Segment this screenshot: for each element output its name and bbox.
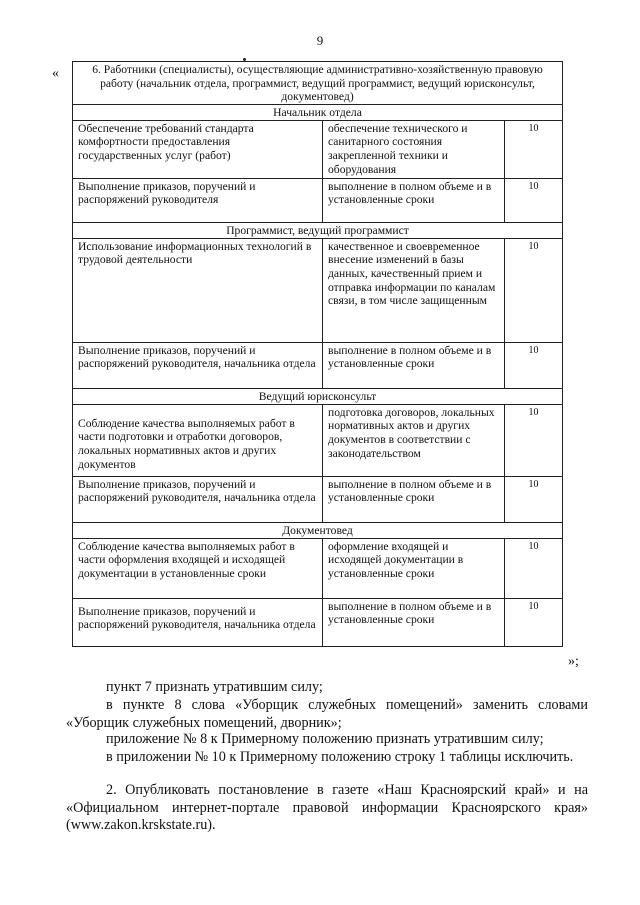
section-title: Документовед [73,522,563,538]
score-cell: 10 [505,476,563,522]
criterion-cell: Выполнение приказов, поручений и распоряжений руководителя, начальника отдела [73,476,323,522]
criterion-cell: Выполнение приказов, поручений и распоряжений руководителя [73,178,323,222]
condition-cell: выполнение в полном объеме и в установленные сроки [323,342,505,388]
score-cell: 10 [505,404,563,476]
table-header-row [73,62,563,105]
table-row [73,238,563,342]
condition-cell: качественное и своевременное внесение изменений в базы данных, качественный прием и отправка информации по каналам связи, в том числе защищенным [323,238,505,342]
section-title: Начальник отдела [73,104,563,120]
condition-cell: выполнение в полном объеме и в установленные сроки [323,598,505,646]
section-title: Программист, ведущий программист [73,222,563,238]
condition-cell: выполнение в полном объеме и в установленные сроки [323,476,505,522]
criterion-cell: Соблюдение качества выполняемых работ в части подготовки и отработки договоров, локальных нормативных актов и других документов [73,404,323,476]
paragraph: в пункте 8 слова «Уборщик служебных помещений» заменить словами «Уборщик служебных помещений, дворник»; [66,697,588,731]
section-row [73,522,563,538]
score-cell: 10 [505,538,563,598]
criterion-cell: Обеспечение требований стандарта комфортности предоставления государственных услуг (работ) [73,120,323,178]
score-cell: 10 [505,238,563,342]
table-row [73,598,563,646]
section-title: Ведущий юрисконсульт [73,388,563,404]
criteria-table [72,61,563,647]
criterion-cell: Выполнение приказов, поручений и распоряжений руководителя, начальника отдела [73,598,323,646]
criterion-cell: Соблюдение качества выполняемых работ в части оформления входящей и исходящей документации в установленные сроки [73,538,323,598]
table-header: 6. Работники (специалисты), осуществляющие административно-хозяйственную правовую работу (начальник отдела, программист, ведущий программист, ведущий юрисконсульт, документовед) [73,62,563,105]
table-row [73,178,563,222]
page-number: 9 [316,33,324,48]
condition-cell: подготовка договоров, локальных нормативных актов и других документов в соответствии с законодательством [323,404,505,476]
paragraph: 2. Опубликовать постановление в газете «Наш Красноярский край» и на «Официальном интернет-портале правовой информации Красноярского края» (www.zakon.krskstate.ru). [66,782,588,833]
paragraph: в приложении № 10 к Примерному положению строку 1 таблицы исключить. [106,749,574,765]
table-row [73,342,563,388]
section-row [73,104,563,120]
open-quote: « [52,66,59,81]
score-cell: 10 [505,342,563,388]
table-row [73,476,563,522]
paragraph: приложение № 8 к Примерному положению признать утратившим силу; [106,731,544,747]
paragraph: пункт 7 признать утратившим силу; [106,679,323,695]
condition-cell: оформление входящей и исходящей документации в установленные сроки [323,538,505,598]
table-row [73,404,563,476]
condition-cell: обеспечение технического и санитарного состояния закрепленной техники и оборудования [323,120,505,178]
criterion-cell: Использование информационных технологий в трудовой деятельности [73,238,323,342]
score-cell: 10 [505,178,563,222]
section-row [73,388,563,404]
score-cell: 10 [505,598,563,646]
score-cell: 10 [505,120,563,178]
table-row [73,120,563,178]
condition-cell: выполнение в полном объеме и в установленные сроки [323,178,505,222]
section-row [73,222,563,238]
close-quote: »; [568,654,579,669]
criterion-cell: Выполнение приказов, поручений и распоряжений руководителя, начальника отдела [73,342,323,388]
table-row [73,538,563,598]
